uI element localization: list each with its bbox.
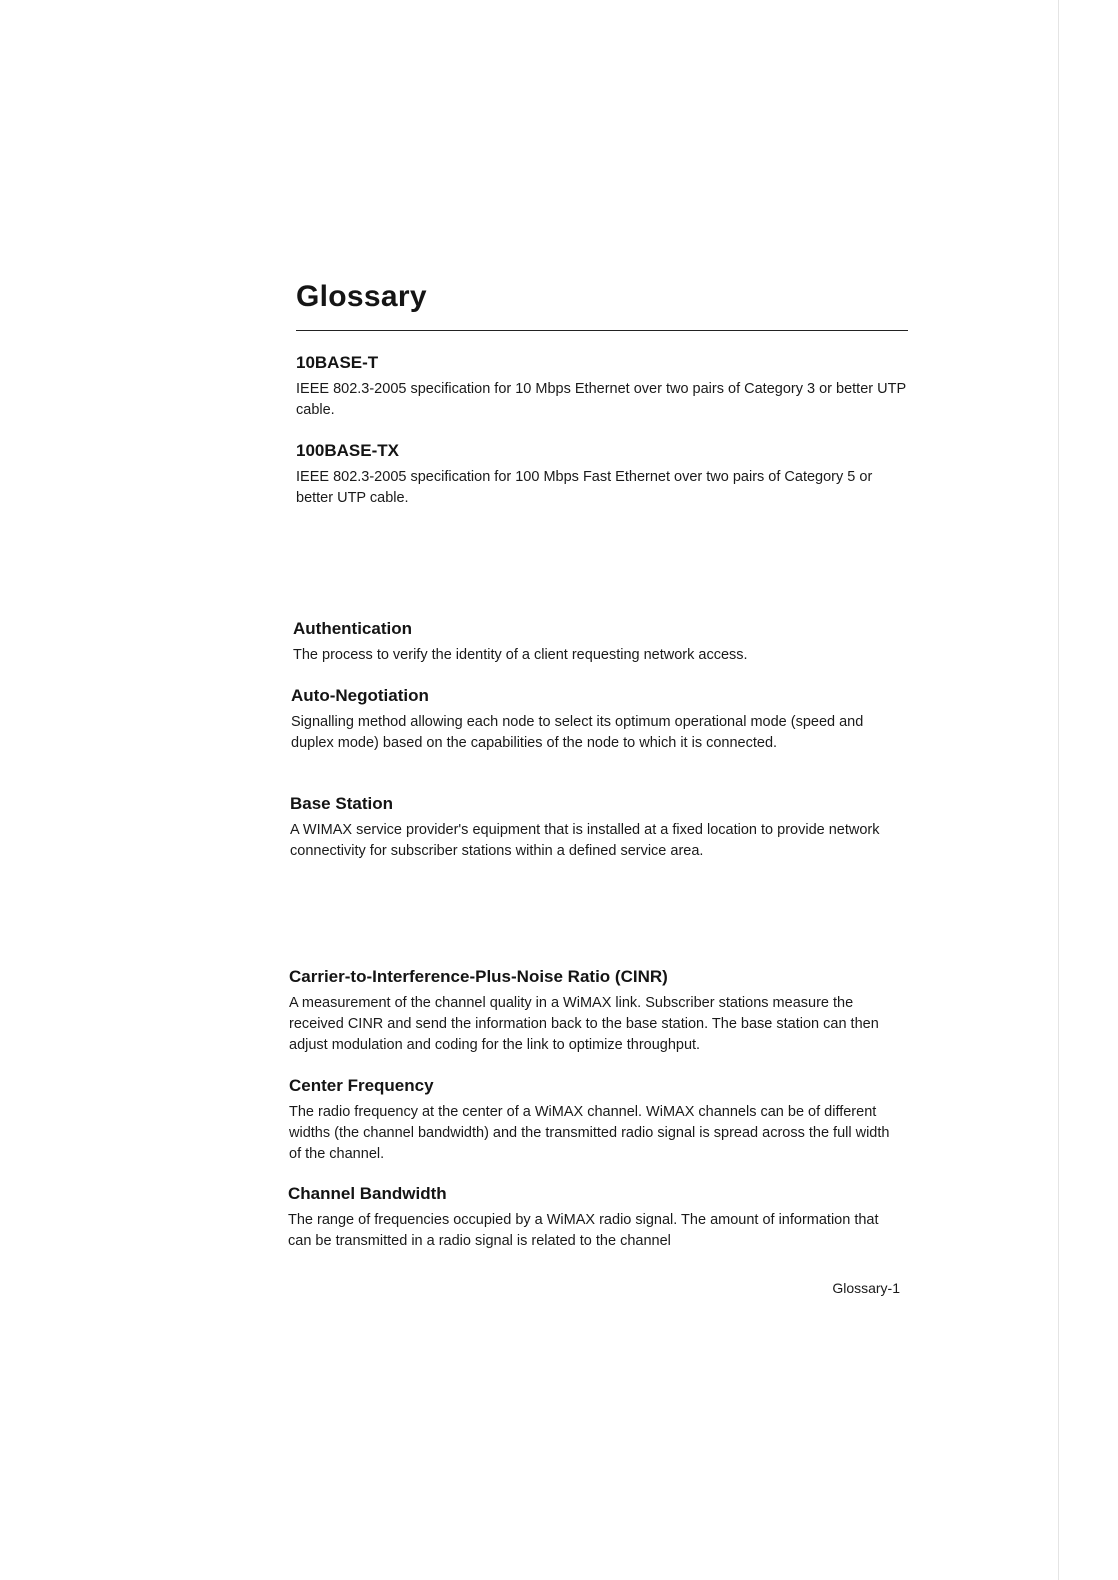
- glossary-entry: [296, 352, 906, 421]
- entry-definition: The range of frequencies occupied by a WiMAX radio signal. The amount of information that can be transmitted in a radio signal is related to the channel: [288, 1212, 879, 1249]
- entry-definition: IEEE 802.3-2005 specification for 10 Mbps Ethernet over two pairs of Category 3 or better UTP cable.: [296, 381, 906, 418]
- glossary-entry: [296, 440, 906, 509]
- glossary-entry: [291, 685, 901, 754]
- entry-definition: The process to verify the identity of a client requesting network access.: [293, 647, 748, 663]
- entry-term: Authentication: [293, 619, 412, 638]
- entry-term: Channel Bandwidth: [288, 1184, 447, 1203]
- glossary-entry: [288, 1183, 898, 1252]
- entry-term: Carrier-to-Interference-Plus-Noise Ratio (CINR): [289, 967, 668, 986]
- entry-definition: A WIMAX service provider's equipment that is installed at a fixed location to provide network connectivity for subscriber stations within a defined service area.: [290, 822, 880, 859]
- entry-definition: Signalling method allowing each node to select its optimum operational mode (speed and duplex mode) based on the capabilities of the node to which it is connected.: [291, 714, 864, 751]
- page-footer: Glossary-1: [832, 1280, 900, 1296]
- page-title: Glossary: [296, 280, 427, 313]
- page-edge-divider: [1058, 0, 1059, 1580]
- entry-term: Base Station: [290, 794, 393, 813]
- glossary-entry: [293, 618, 903, 666]
- entry-term: 100BASE-TX: [296, 441, 399, 460]
- glossary-entry: [290, 793, 900, 862]
- entry-term: Auto-Negotiation: [291, 686, 429, 705]
- title-rule: [296, 330, 908, 331]
- entry-definition: A measurement of the channel quality in a WiMAX link. Subscriber stations measure the received CINR and send the information back to the base station. The base station can then adjust modulation and coding for the link to optimize throughput.: [289, 995, 879, 1053]
- glossary-entry: [289, 966, 899, 1056]
- entry-term: Center Frequency: [289, 1076, 434, 1095]
- entry-definition: The radio frequency at the center of a WiMAX channel. WiMAX channels can be of different widths (the channel bandwidth) and the transmitted radio signal is spread across the full width of the channel.: [289, 1104, 890, 1162]
- entry-definition: IEEE 802.3-2005 specification for 100 Mbps Fast Ethernet over two pairs of Category 5 or better UTP cable.: [296, 469, 873, 506]
- entry-term: 10BASE-T: [296, 353, 379, 372]
- glossary-entry: [289, 1075, 899, 1165]
